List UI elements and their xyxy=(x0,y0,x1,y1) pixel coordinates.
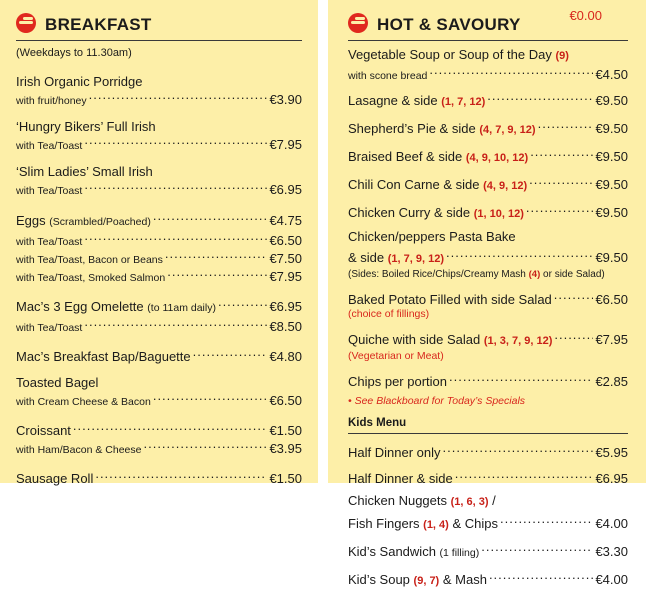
item-price: €9.50 xyxy=(595,250,628,265)
item-price: €7.95 xyxy=(269,137,302,152)
menu-item-lasagne[interactable] xyxy=(348,88,628,111)
item-name: Chips per portion xyxy=(348,374,447,389)
savoury-panel xyxy=(328,0,646,587)
kids-menu-heading: Kids Menu xyxy=(348,417,628,434)
item-name: ‘Slim Ladies’ Small Irish xyxy=(16,164,153,179)
item-sub: with Tea/Toast xyxy=(16,322,83,334)
savoury-title: HOT & SAVOURY xyxy=(377,15,521,34)
item-sub: with Ham/Bacon & Cheese xyxy=(16,444,142,456)
brand-logo-icon xyxy=(348,13,368,33)
item-name: Lasagne & side xyxy=(348,93,438,108)
option-price: €7.95 xyxy=(269,269,302,284)
item-price: €4.00 xyxy=(595,516,628,531)
allergen-codes: (9, 7) xyxy=(413,575,440,587)
item-name: Chicken Curry & side xyxy=(348,205,471,220)
item-name: Vegetable Soup or Soup of the Day xyxy=(348,47,552,62)
allergen-codes: (1, 6, 3) xyxy=(450,496,489,508)
item-name: Braised Beef & side xyxy=(348,149,463,164)
menu-item-braised-beef[interactable] xyxy=(348,144,628,167)
brand-logo-icon xyxy=(16,13,36,33)
breakfast-hours-note: (Weekdays to 11.30am) xyxy=(16,47,132,59)
item-name: Kid’s Soup xyxy=(348,572,410,587)
menu-item-nuggets-fish-fingers[interactable] xyxy=(348,492,628,534)
menu-item-bagel[interactable] xyxy=(16,374,302,409)
item-name: Croissant xyxy=(16,423,71,438)
breakfast-panel xyxy=(0,0,318,486)
item-price: €5.95 xyxy=(595,445,628,460)
item-price: €1.50 xyxy=(269,423,302,438)
allergen-codes: (4, 9, 12) xyxy=(483,180,528,192)
item-name: Irish Organic Porridge xyxy=(16,74,143,89)
menu-item-chicken-curry[interactable] xyxy=(348,200,628,223)
item-price: €6.95 xyxy=(595,471,628,486)
menu-item-slim-ladies[interactable] xyxy=(16,163,302,198)
specials-note: • See Blackboard for Today’s Specials xyxy=(348,395,526,407)
menu-item-porridge[interactable] xyxy=(16,73,302,108)
menu-item-bap[interactable] xyxy=(16,344,302,365)
item-name: Baked Potato Filled with side Salad xyxy=(348,292,552,307)
item-price: €9.50 xyxy=(595,205,628,220)
item-name: Half Dinner only xyxy=(348,445,441,460)
menu-item-chili[interactable] xyxy=(348,172,628,195)
allergen-codes: (4, 9, 10, 12) xyxy=(465,152,529,164)
sides-text-end: or side Salad) xyxy=(543,269,605,280)
item-name-line2: Fish Fingers xyxy=(348,516,420,531)
allergen-codes-2: (1, 4) xyxy=(423,519,449,531)
menu-item-soup[interactable] xyxy=(348,46,628,83)
item-sub-price: €3.95 xyxy=(269,441,302,456)
item-price: €3.30 xyxy=(595,544,628,559)
item-sub: with Cream Cheese & Bacon xyxy=(16,396,151,408)
item-price: €4.00 xyxy=(595,572,628,587)
item-name: Half Dinner & side xyxy=(348,471,453,486)
menu-item-half-dinner-only[interactable] xyxy=(348,440,628,461)
allergen-codes: (1, 3, 7, 9, 12) xyxy=(483,335,553,347)
item-name: Toasted Bagel xyxy=(16,375,99,390)
item-name: Chili Con Carne & side xyxy=(348,177,480,192)
item-price: €9.50 xyxy=(595,177,628,192)
breakfast-title: BREAKFAST xyxy=(45,15,152,34)
item-price: €1.50 xyxy=(269,471,302,486)
item-name-line2-end: & Chips xyxy=(452,516,498,531)
menu-item-baked-potato[interactable] xyxy=(348,287,628,321)
item-price: €2.85 xyxy=(595,374,628,389)
item-price: €4.50 xyxy=(595,67,628,82)
item-price: €6.50 xyxy=(269,393,302,408)
item-sub: with fruit/honey xyxy=(16,95,87,107)
item-note: (1 filling) xyxy=(439,547,480,559)
sides-text: (Sides: Boiled Rice/Chips/Creamy Mash xyxy=(348,269,526,280)
item-price: €6.95 xyxy=(269,299,302,314)
item-name: Shepherd’s Pie & side xyxy=(348,121,476,136)
allergen-codes: (4, 7, 9, 12) xyxy=(479,124,536,136)
menu-item-croissant[interactable] xyxy=(16,418,302,457)
allergen-codes: (1, 10, 12) xyxy=(473,208,524,220)
item-name: Quiche with side Salad xyxy=(348,332,481,347)
option-price: €7.50 xyxy=(269,251,302,266)
item-name: Eggs xyxy=(16,213,46,228)
allergen-codes: (1, 7, 12) xyxy=(441,96,486,108)
item-name-line2: & side xyxy=(348,250,385,265)
allergen-codes: (4) xyxy=(528,269,541,280)
menu-item-kids-soup[interactable] xyxy=(348,567,628,590)
menu-item-shepherds-pie[interactable] xyxy=(348,116,628,139)
option-price: €6.50 xyxy=(269,233,302,248)
menu-item-chips[interactable] xyxy=(348,369,628,390)
menu-item-pasta-bake[interactable] xyxy=(348,228,628,281)
item-name: ‘Hungry Bikers’ Full Irish xyxy=(16,119,156,134)
item-name: Kid’s Sandwich xyxy=(348,544,436,559)
option-label: with Tea/Toast, Smoked Salmon xyxy=(16,272,166,284)
option-label: with Tea/Toast xyxy=(16,236,83,248)
item-note: (to 11am daily) xyxy=(147,302,216,314)
item-price: €4.80 xyxy=(269,349,302,364)
item-name: Mac’s Breakfast Bap/Baguette xyxy=(16,349,191,364)
allergen-codes: (1, 7, 9, 12) xyxy=(387,253,445,265)
item-price: €9.50 xyxy=(595,93,628,108)
item-name: Mac’s 3 Egg Omelette xyxy=(16,299,144,314)
item-price: €6.95 xyxy=(269,182,302,197)
item-name: Sausage Roll xyxy=(16,471,94,486)
sides-note xyxy=(348,268,628,281)
item-price: €4.75 xyxy=(269,213,302,228)
menu-item-sausage-roll[interactable] xyxy=(16,466,302,487)
menu-item-half-dinner-side[interactable] xyxy=(348,466,628,487)
menu-item-quiche[interactable] xyxy=(348,327,628,363)
item-note: (Scrambled/Poached) xyxy=(49,216,151,228)
allergen-codes: (9) xyxy=(555,50,569,62)
menu-item-hungry-bikers[interactable] xyxy=(16,118,302,153)
item-price: €7.95 xyxy=(595,332,628,347)
item-name-end: & Mash xyxy=(442,572,487,587)
item-sub: with Tea/Toast xyxy=(16,140,83,152)
item-price: €3.90 xyxy=(269,92,302,107)
option-label: with Tea/Toast, Bacon or Beans xyxy=(16,254,163,266)
item-name: Chicken Nuggets xyxy=(348,493,447,508)
savoury-header xyxy=(348,0,628,41)
menu-item-kids-sandwich[interactable] xyxy=(348,539,628,562)
item-sub: with Tea/Toast xyxy=(16,185,83,197)
item-note: (choice of fillings) xyxy=(348,308,430,320)
item-price: €6.50 xyxy=(595,292,628,307)
order-total: €0.00 xyxy=(569,8,602,23)
item-price: €9.50 xyxy=(595,121,628,136)
item-sub-price: €8.50 xyxy=(269,319,302,334)
separator: / xyxy=(492,493,496,508)
breakfast-header xyxy=(16,0,302,41)
item-name: Chicken/peppers Pasta Bake xyxy=(348,229,516,244)
item-note: (Vegetarian or Meat) xyxy=(348,350,444,362)
menu-item-omelette[interactable] xyxy=(16,294,302,335)
item-sub: with scone bread xyxy=(348,70,428,82)
menu-item-eggs[interactable] xyxy=(16,208,302,285)
item-price: €9.50 xyxy=(595,149,628,164)
